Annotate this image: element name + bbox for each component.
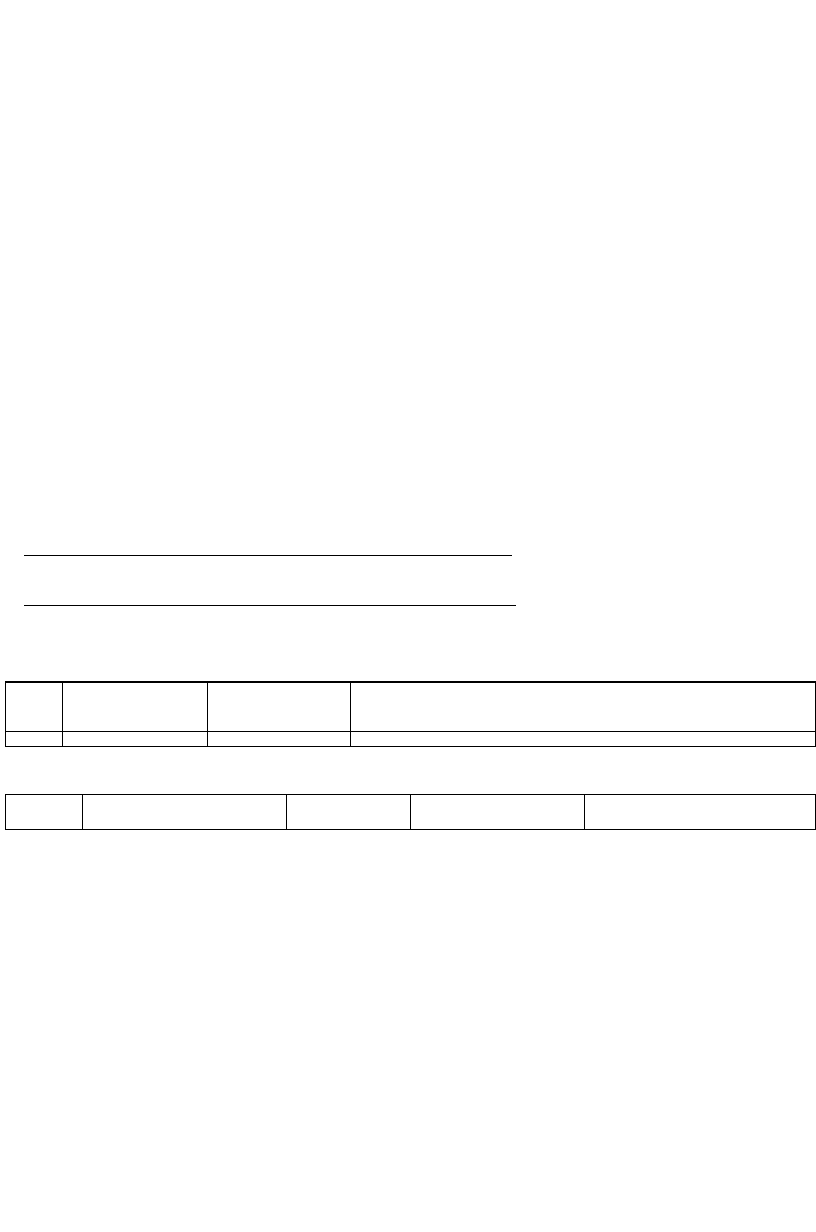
table5-header-source bbox=[208, 682, 351, 732]
form-enterprise-line bbox=[24, 589, 644, 612]
table5-colnum-4 bbox=[351, 732, 816, 747]
form-check-line bbox=[24, 539, 644, 562]
table5-form-header bbox=[24, 539, 644, 612]
table6 bbox=[5, 794, 816, 830]
table5-number-row bbox=[6, 732, 816, 747]
table5-header-num bbox=[6, 682, 63, 732]
form-check-blank[interactable] bbox=[24, 539, 512, 556]
table6-header-saldo2 bbox=[411, 795, 585, 830]
table5 bbox=[5, 681, 816, 747]
table5-header-info bbox=[63, 682, 208, 732]
table6-header-selected bbox=[585, 795, 816, 830]
table5-header-row bbox=[6, 682, 816, 732]
table6-header-row bbox=[6, 795, 816, 830]
table5-colnum-3 bbox=[208, 732, 351, 747]
table6-header-saldo1 bbox=[287, 795, 411, 830]
table5-header-method bbox=[351, 682, 816, 732]
table5-colnum-1 bbox=[6, 732, 63, 747]
table6-header-saldo-book bbox=[83, 795, 287, 830]
table6-header-creditors bbox=[6, 795, 83, 830]
form-enterprise-blank[interactable] bbox=[24, 589, 516, 606]
table5-colnum-2 bbox=[63, 732, 208, 747]
